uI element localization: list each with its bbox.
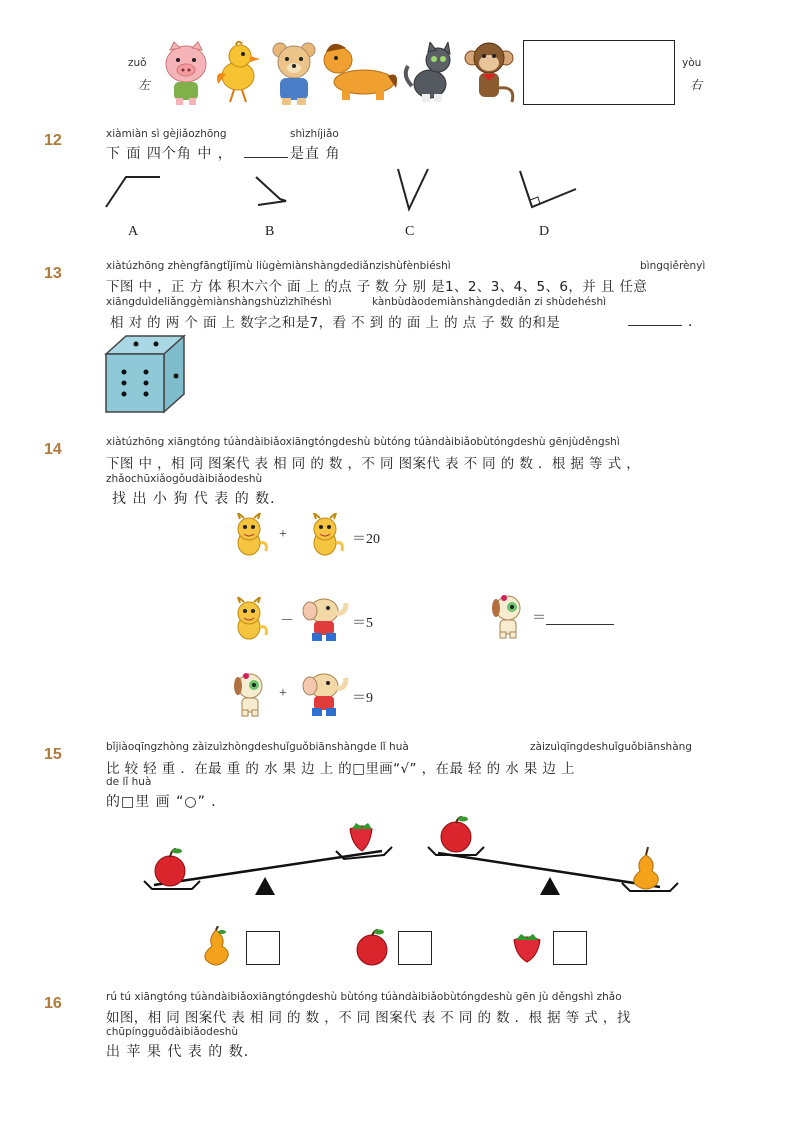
equation-3-result: ＝9 bbox=[352, 691, 373, 706]
q15-pinyin-1b: zàizuìqīngdeshuǐguǒbiānshàng bbox=[530, 741, 692, 753]
question-number-13: 13 bbox=[44, 265, 62, 282]
question-number-12: 12 bbox=[44, 132, 62, 149]
dragon-icon bbox=[228, 513, 270, 559]
q14-pinyin-2: zhǎochūxiǎogǒudàibiǎodeshù bbox=[106, 473, 263, 485]
balance-scale-1 bbox=[144, 823, 392, 895]
pear-icon bbox=[200, 926, 234, 968]
answer-box[interactable] bbox=[523, 40, 675, 105]
dog-equals: ＝ bbox=[532, 611, 546, 626]
dog-icon bbox=[232, 670, 268, 720]
q16-line-1: 如图，相 同 图案代 表 相 同 的 数 ，不 同 图案代 表 不 同 的 数 ．根 据 等 式 ，找 bbox=[106, 1010, 631, 1026]
label-d: D bbox=[539, 224, 550, 239]
q14-line-2: 找 出 小 狗 代 表 的 数． bbox=[112, 491, 286, 507]
elephant-icon bbox=[300, 670, 350, 718]
plus-sign: + bbox=[279, 686, 287, 701]
pig-icon bbox=[160, 38, 212, 106]
dragon-icon bbox=[304, 513, 346, 559]
q13-pinyin-1b: bìngqiěrènyì bbox=[640, 260, 706, 272]
label-a: A bbox=[128, 224, 139, 239]
left-pinyin: zuǒ bbox=[128, 57, 147, 69]
elephant-icon bbox=[300, 595, 350, 643]
q12-pinyin-1: xiàmiàn sì gèjiǎozhōng bbox=[106, 128, 227, 140]
angle-figures bbox=[100, 165, 590, 215]
question-number-15: 15 bbox=[44, 746, 62, 763]
strawberry-answer-box[interactable] bbox=[553, 931, 587, 965]
q16-line-2: 出 苹 果 代 表 的 数． bbox=[106, 1044, 259, 1060]
right-label: 右 bbox=[690, 78, 704, 92]
dog-icon bbox=[490, 592, 526, 642]
q15-pinyin-1: bǐjiàoqīngzhòng zàizuìzhòngdeshuǐguǒbiānshàngde lǐ huà bbox=[106, 741, 409, 753]
q15-pinyin-2: de lǐ huà bbox=[106, 776, 152, 788]
q13-line-2-end: ． bbox=[688, 314, 703, 330]
q15-line-2: 的□里 画 “○” ． bbox=[106, 794, 227, 810]
q13-line-1: 下图 中 ，正 方 体 积木六个 面 上 的点 子 数 分 别 是1、2、3、4、5、6，并 且 任意 bbox=[106, 279, 648, 295]
q12-text-b: 是直 角 bbox=[290, 146, 341, 162]
balance-scale-2 bbox=[428, 817, 678, 896]
q12-text-a: 下 面 四个角 中 ， bbox=[106, 146, 233, 162]
cat-icon bbox=[400, 42, 460, 104]
q12-pinyin-2: shìzhíjiǎo bbox=[290, 128, 339, 140]
dog-answer-blank[interactable] bbox=[546, 624, 614, 625]
q13-pinyin-1: xiàtúzhōng zhèngfāngtǐjīmù liùgèmiànshàngdediǎnzishùfènbiéshì bbox=[106, 260, 451, 272]
q13-line-2: 相 对 的 两 个 面 上 数字之和是7，看 不 到 的 面 上 的 点 子 数 的和是 bbox=[110, 315, 561, 331]
q14-pinyin-1: xiàtúzhōng xiāngtóng túàndàibiǎoxiāngtóngdeshù bùtóng túàndàibiǎobùtóngdeshù gēnjùděngshì bbox=[106, 436, 620, 448]
angle-a bbox=[106, 177, 160, 207]
equation-2-result: ＝5 bbox=[352, 616, 373, 631]
apple-icon bbox=[354, 926, 390, 968]
monkey-icon bbox=[462, 38, 520, 106]
dragon-icon bbox=[228, 597, 270, 643]
q13-pinyin-2b: kànbùdàodemiànshàngdediǎn zi shùdehéshì bbox=[372, 296, 607, 308]
question-number-14: 14 bbox=[44, 441, 62, 458]
q14-line-1: 下图 中 ，相 同 图案代 表 相 同 的 数 ，不 同 图案代 表 不 同 的 数 ．根 据 等 式 ， bbox=[106, 456, 641, 472]
q16-pinyin-1: rú tú xiāngtóng túàndàibiǎoxiāngtóngdeshù bùtóng túàndàibiǎobùtóngdeshù gēn jù děngshì zhǎo bbox=[106, 991, 622, 1003]
angle-d bbox=[520, 171, 576, 207]
left-label: 左 bbox=[138, 78, 152, 92]
minus-sign: － bbox=[280, 614, 294, 629]
q13-blank[interactable] bbox=[628, 325, 682, 326]
pear-answer-box[interactable] bbox=[246, 931, 280, 965]
equation-1-result: ＝20 bbox=[352, 532, 380, 547]
angle-b bbox=[256, 177, 286, 205]
q16-pinyin-2: chūpíngguǒdàibiǎodeshù bbox=[106, 1026, 239, 1038]
bear-icon bbox=[268, 40, 320, 106]
dice-cube bbox=[104, 334, 188, 416]
label-c: C bbox=[405, 224, 415, 239]
q12-blank[interactable] bbox=[244, 157, 288, 158]
q15-line-1: 比 较 轻 重 ．在最 重 的 水 果 边 上 的□里画“√” ，在最 轻 的 水 果 边 上 bbox=[106, 761, 575, 777]
label-b: B bbox=[265, 224, 275, 239]
horse-icon bbox=[318, 42, 400, 104]
balance-scales bbox=[140, 815, 680, 905]
apple-answer-box[interactable] bbox=[398, 931, 432, 965]
right-pinyin: yòu bbox=[682, 57, 702, 69]
q13-pinyin-2: xiāngduìdeliǎnggèmiànshàngshùzìzhīhéshì bbox=[106, 296, 332, 308]
chick-icon bbox=[208, 40, 264, 104]
angle-c bbox=[398, 169, 428, 209]
plus-sign: + bbox=[279, 527, 287, 542]
question-number-16: 16 bbox=[44, 995, 62, 1012]
strawberry-icon bbox=[512, 932, 542, 964]
